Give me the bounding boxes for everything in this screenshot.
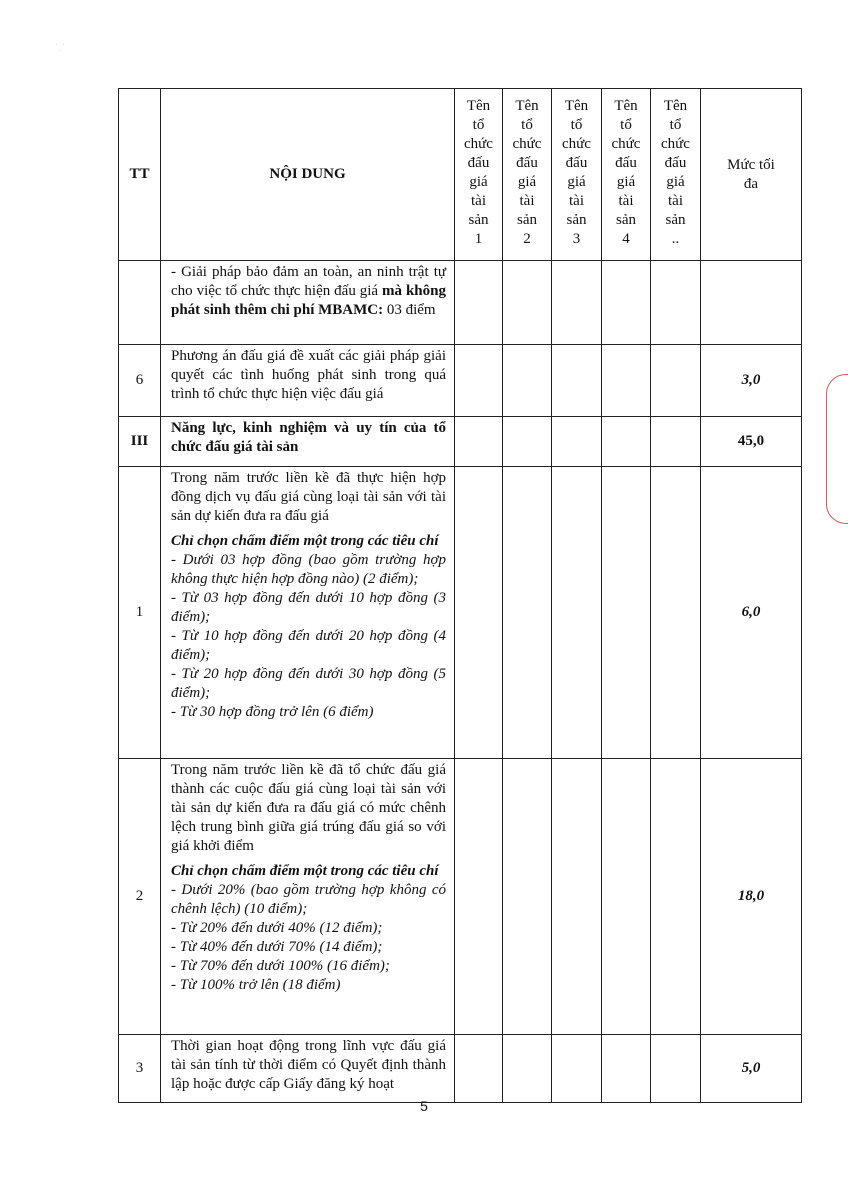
red-seal-stamp-fragment <box>820 374 848 524</box>
header-org-2: Tên tổ chức đấu giá tài sản 2 <box>503 89 552 261</box>
tt-cell: 3 <box>119 1035 161 1103</box>
list-item: - Từ 40% đến dưới 70% (14 điểm); <box>171 939 383 955</box>
list-item: - Từ 03 hợp đồng đến dưới 10 hợp đồng (3 điểm); <box>171 590 446 625</box>
header-tt: TT <box>119 89 161 261</box>
header-org-3: Tên tổ chức đấu giá tài sản 3 <box>552 89 602 261</box>
max-score-cell: 45,0 <box>701 417 802 467</box>
tt-cell: 2 <box>119 759 161 1035</box>
header-content: NỘI DUNG <box>161 89 455 261</box>
tt-cell: 6 <box>119 345 161 417</box>
table-row-continuation <box>119 261 802 345</box>
max-score-cell: 6,0 <box>701 467 802 759</box>
list-item: - Từ 30 hợp đồng trở lên (6 điểm) <box>171 704 374 720</box>
scan-specks: · · · <box>56 42 65 54</box>
header-row <box>119 89 802 261</box>
table-row-section-III <box>119 417 802 467</box>
max-score-cell: 18,0 <box>701 759 802 1035</box>
list-item: - Dưới 20% (bao gồm trường hợp không có chênh lệch) (10 điểm); <box>171 882 446 917</box>
list-item: - Từ 100% trở lên (18 điểm) <box>171 977 341 993</box>
criterion-intro: Trong năm trước liền kề đã thực hiện hợp đồng dịch vụ đấu giá cùng loại tài sản với tài sản dự kiến đưa ra đấu giá <box>171 470 446 524</box>
header-org-1: Tên tổ chức đấu giá tài sản 1 <box>455 89 503 261</box>
table-row-1 <box>119 467 802 759</box>
content-cell: Thời gian hoạt động trong lĩnh vực đấu giá tài sản tính từ thời điểm có Quyết định thành lập hoặc được cấp Giấy đăng ký hoạt <box>161 1035 455 1103</box>
page-number: 5 <box>420 1098 428 1114</box>
list-item: - Từ 10 hợp đồng đến dưới 20 hợp đồng (4 điểm); <box>171 628 446 663</box>
scoring-table <box>118 88 802 1103</box>
header-org-4: Tên tổ chức đấu giá tài sản 4 <box>602 89 651 261</box>
list-item: - Từ 70% đến dưới 100% (16 điểm); <box>171 958 390 974</box>
criteria-title: Chỉ chọn chấm điểm một trong các tiêu chí <box>171 863 439 879</box>
content-cell <box>161 759 455 1035</box>
list-item: - Từ 20 hợp đồng đến dưới 30 hợp đồng (5 điểm); <box>171 666 446 701</box>
max-cell-empty <box>701 261 802 345</box>
max-score-cell: 5,0 <box>701 1035 802 1103</box>
table-row-6 <box>119 345 802 417</box>
tt-cell-empty <box>119 261 161 345</box>
content-cell: - Giải pháp bảo đảm an toàn, an ninh trật tự cho việc tổ chức thực hiện đấu giá mà không phát sinh thêm chi phí MBAMC: 03 điểm <box>161 261 455 345</box>
section-title: Năng lực, kinh nghiệm và uy tín của tổ chức đấu giá tài sản <box>161 417 455 467</box>
list-item: - Dưới 03 hợp đồng (bao gồm trường hợp không thực hiện hợp đồng nào) (2 điểm); <box>171 552 446 587</box>
tt-cell: III <box>119 417 161 467</box>
list-item: - Từ 20% đến dưới 40% (12 điểm); <box>171 920 383 936</box>
table-row-2 <box>119 759 802 1035</box>
tt-cell: 1 <box>119 467 161 759</box>
max-score-cell: 3,0 <box>701 345 802 417</box>
content-cell: Phương án đấu giá đề xuất các giải pháp giải quyết các tình huống phát sinh trong quá trình tổ chức thực hiện việc đấu giá <box>161 345 455 417</box>
header-org-5: Tên tổ chức đấu giá tài sản .. <box>651 89 701 261</box>
content-cell <box>161 467 455 759</box>
criterion-intro: Trong năm trước liền kề đã tổ chức đấu giá thành các cuộc đấu giá cùng loại tài sản với tài sản dự kiến đưa ra đấu giá có mức chênh lệch trung bình giữa giá trúng đấu giá so với giá khởi điểm <box>171 762 446 854</box>
table-row-3 <box>119 1035 802 1103</box>
header-max-score: Mức tối đa <box>701 89 802 261</box>
criteria-title: Chỉ chọn chấm điểm một trong các tiêu chí <box>171 533 439 549</box>
